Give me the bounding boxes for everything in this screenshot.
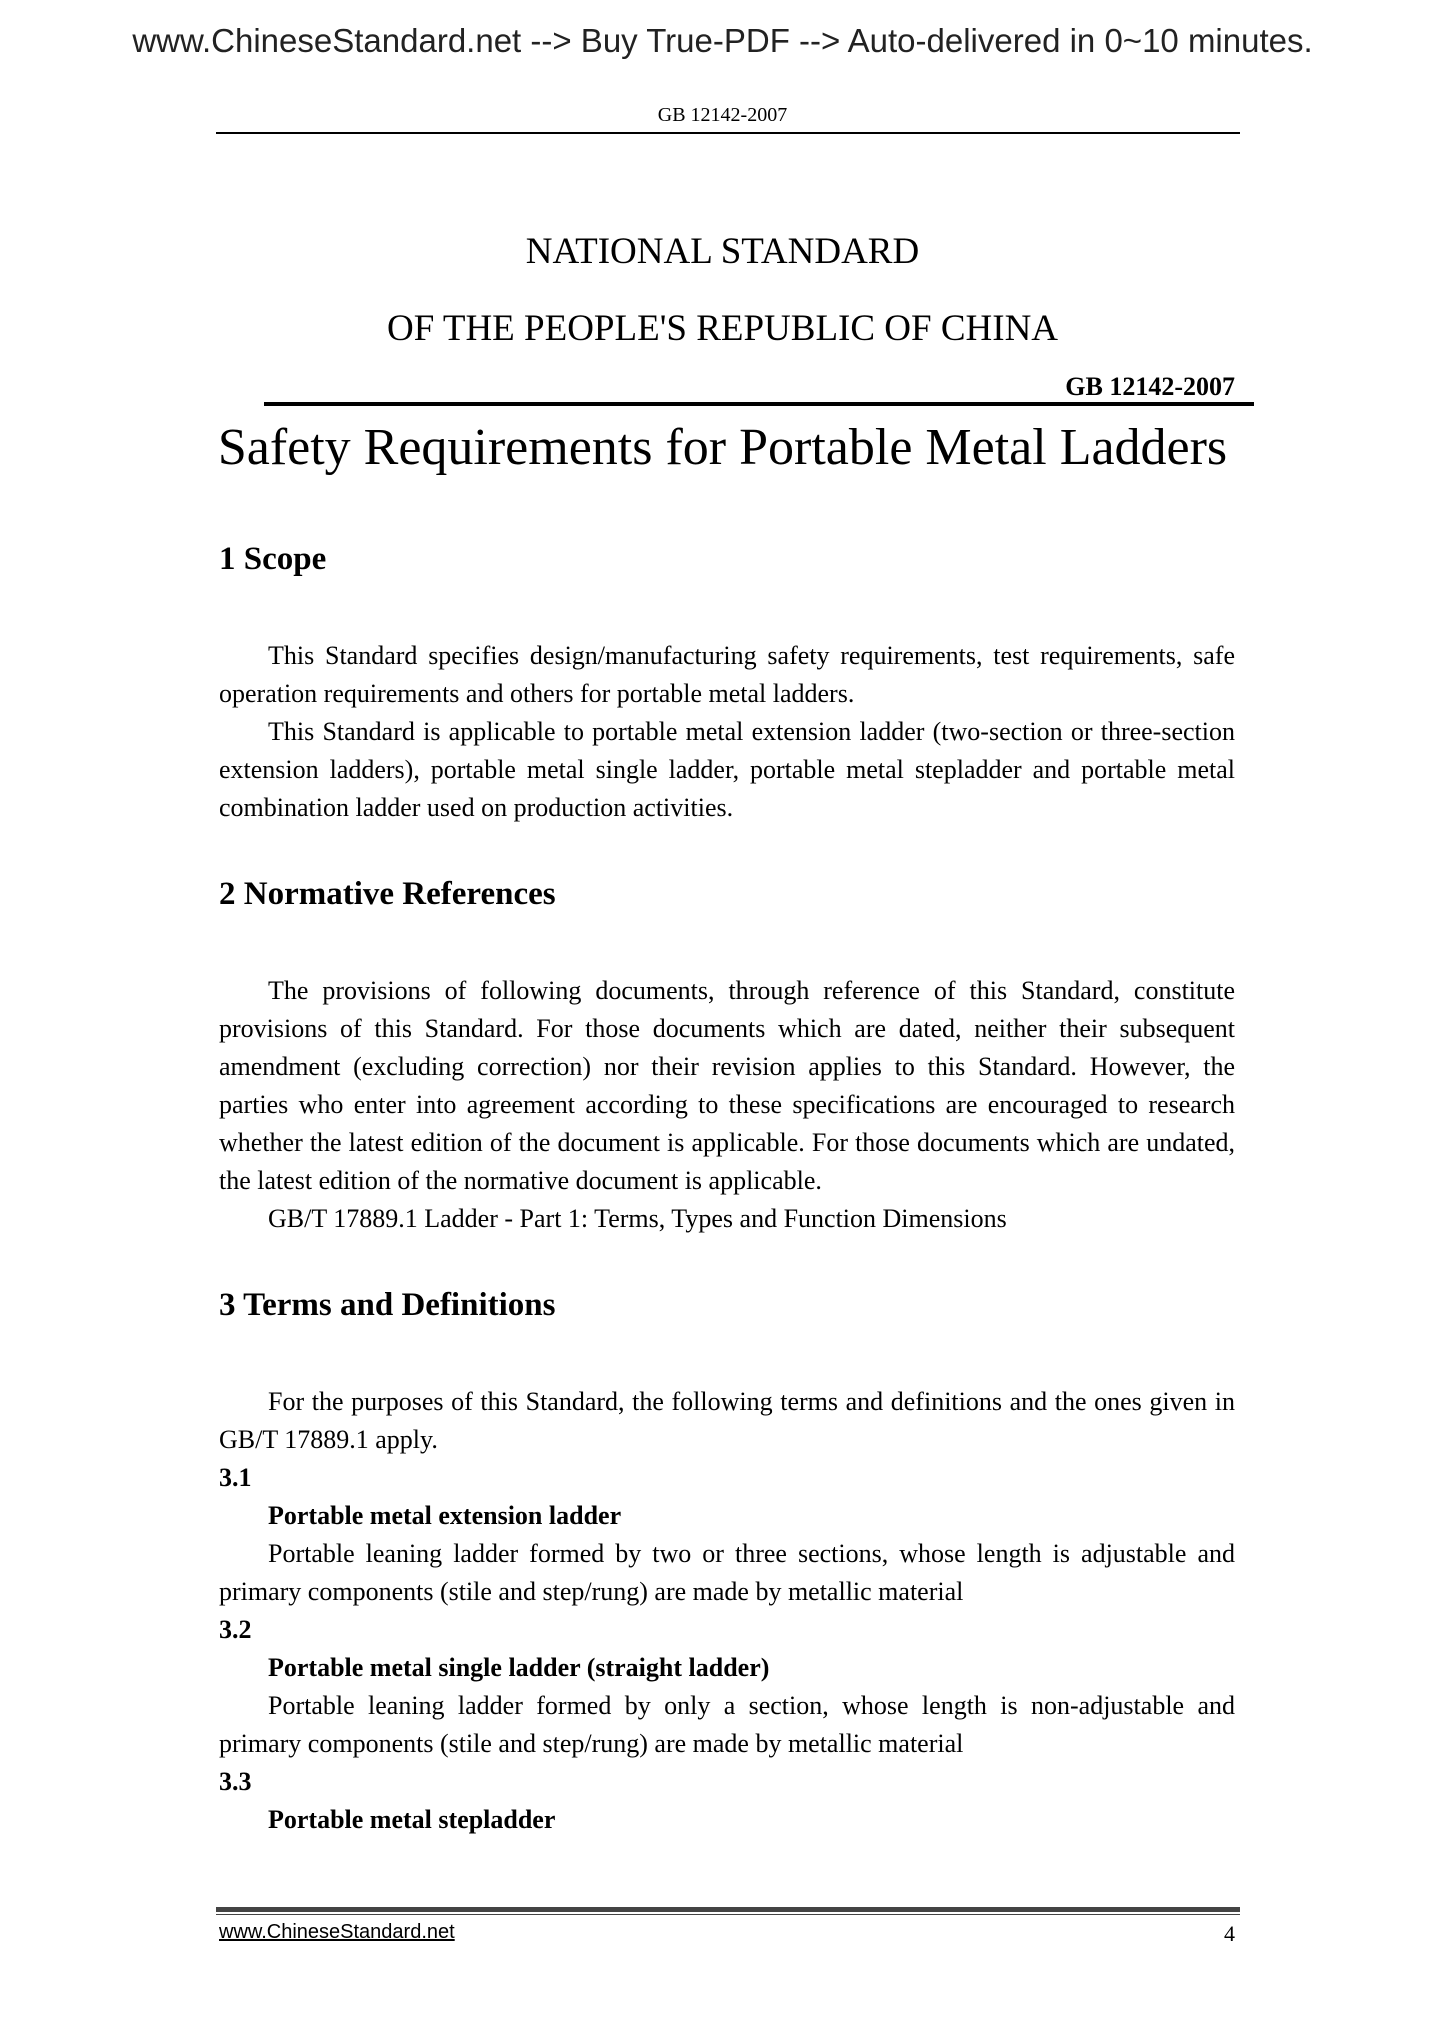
header-rule [216, 132, 1240, 134]
term-number: 3.3 [219, 1767, 252, 1796]
term-name: Portable metal stepladder [268, 1805, 556, 1834]
running-header: GB 12142-2007 [657, 104, 788, 126]
terms-intro: For the purposes of this Standard, the following terms and definitions and the ones given in GB/T 17889.1 apply. [219, 1387, 1235, 1454]
term-number: 3.2 [219, 1615, 252, 1644]
term-name: Portable metal extension ladder [268, 1501, 622, 1530]
term-definition: Portable leaning ladder formed by two or three sections, whose length is adjustable and primary components (stile and step/rung) are made by metallic material [219, 1539, 1235, 1606]
section-heading-references: 2 Normative References [219, 876, 556, 912]
section-heading-terms: 3 Terms and Definitions [219, 1287, 556, 1323]
title-rule [264, 402, 1254, 406]
standard-code: GB 12142-2007 [1065, 372, 1235, 401]
references-paragraph-2: GB/T 17889.1 Ladder - Part 1: Terms, Types and Function Dimensions [268, 1204, 1007, 1233]
footer-rule-thin [216, 1914, 1240, 1915]
national-title-line1: NATIONAL STANDARD [525, 231, 920, 272]
top-banner: www.ChineseStandard.net --> Buy True-PDF --> Auto-delivered in 0~10 minutes. [132, 22, 1313, 59]
footer-website-link[interactable]: www.ChineseStandard.net [219, 1921, 455, 1943]
document-title: Safety Requirements for Portable Metal Ladders [217, 419, 1228, 476]
page-number: 4 [1224, 1921, 1235, 1946]
references-paragraph-1: The provisions of following documents, through reference of this Standard, constitute provisions of this Standard. For those documents which are dated, neither their subsequent amendment (excluding correction) nor their revision applies to this Standard. However, the parties who enter into agreement according to these specifications are encouraged to research whether the latest edition of the document is applicable. For those documents which are undated, the latest edition of the normative document is applicable. [219, 976, 1235, 1195]
scope-paragraph-1: This Standard specifies design/manufacturing safety requirements, test requirements, safe operation requirements and others for portable metal ladders. [219, 641, 1235, 708]
national-title-line2: OF THE PEOPLE'S REPUBLIC OF CHINA [386, 308, 1059, 349]
term-definition: Portable leaning ladder formed by only a section, whose length is non-adjustable and primary components (stile and step/rung) are made by metallic material [219, 1691, 1235, 1758]
footer-rule [216, 1907, 1240, 1912]
term-name: Portable metal single ladder (straight ladder) [268, 1653, 770, 1682]
section-heading-scope: 1 Scope [219, 541, 327, 577]
scope-paragraph-2: This Standard is applicable to portable metal extension ladder (two-section or three-section extension ladders), portable metal single ladder, portable metal stepladder and portable metal combination ladder used on production activities. [219, 717, 1235, 822]
document-body [219, 532, 1235, 1839]
term-number: 3.1 [219, 1463, 252, 1492]
